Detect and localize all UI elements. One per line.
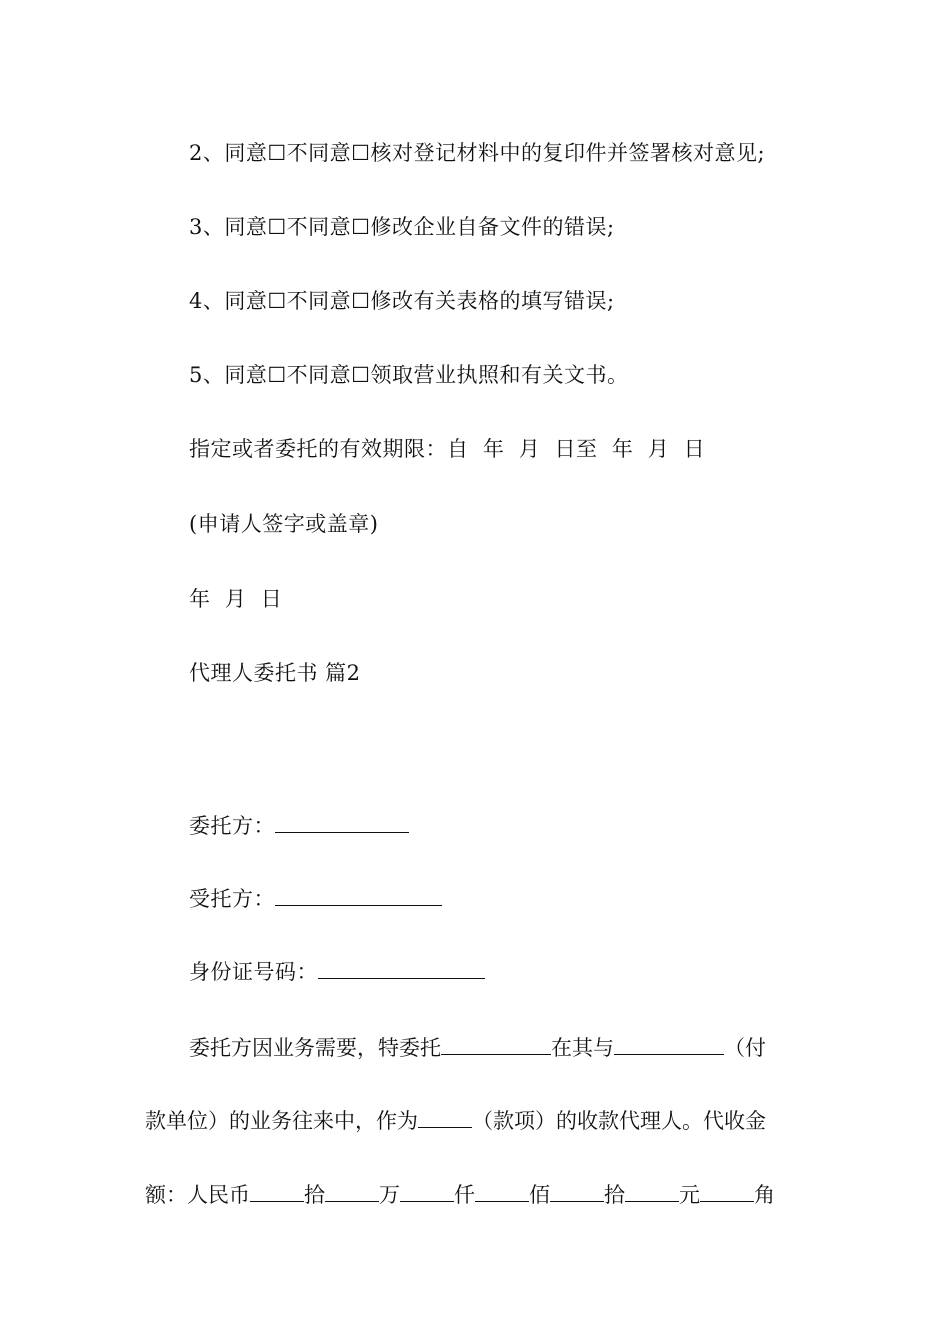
consent-item-3: 3、同意☐不同意☐修改企业自备文件的错误; (189, 215, 615, 239)
date-line: 年 月 日 (189, 587, 283, 611)
amount-unit: 万 (379, 1183, 400, 1207)
amount-unit: 拾 (304, 1183, 325, 1207)
amount-unit: 仟 (454, 1183, 475, 1207)
payment-item-blank[interactable] (418, 1109, 472, 1128)
para-line-2 (145, 1106, 766, 1136)
amount-lead: 额：人民币 (145, 1183, 250, 1207)
agent-blank[interactable] (275, 887, 442, 906)
principal-blank[interactable] (275, 814, 409, 833)
agent-label: 受托方： (189, 887, 275, 911)
agent-name-blank[interactable] (441, 1036, 551, 1055)
consent-item-2: 2、同意☐不同意☐核对登记材料中的复印件并签署核对意见; (189, 141, 766, 165)
amount-unit: 元 (679, 1183, 700, 1207)
amount-blank[interactable] (625, 1183, 679, 1202)
amount-blank[interactable] (475, 1183, 529, 1202)
id-number-label: 身份证号码： (189, 960, 318, 984)
id-number-blank[interactable] (318, 960, 485, 979)
para-text: 在其与 (551, 1036, 614, 1060)
signature-note: (申请人签字或盖章) (189, 512, 379, 536)
validity-period: 指定或者委托的有效期限：自 年 月 日至 年 月 日 (189, 437, 706, 461)
amount-blank[interactable] (250, 1183, 304, 1202)
para-text: 款单位）的业务往来中，作为 (145, 1109, 418, 1133)
amount-unit: 拾 (604, 1183, 625, 1207)
amount-blank[interactable] (700, 1183, 754, 1202)
amount-unit: 角 (754, 1183, 775, 1207)
amount-blank[interactable] (400, 1183, 454, 1202)
agent-line (189, 884, 442, 914)
consent-item-5: 5、同意☐不同意☐领取营业执照和有关文书。 (189, 363, 629, 387)
consent-item-4: 4、同意☐不同意☐修改有关表格的填写错误; (189, 289, 615, 313)
para-text: （款项）的收款代理人。代收金 (472, 1109, 766, 1133)
amount-blank[interactable] (325, 1183, 379, 1202)
id-number-line (189, 957, 485, 987)
payer-blank[interactable] (614, 1036, 724, 1055)
principal-label: 委托方： (189, 814, 275, 838)
para-line-3 (145, 1180, 775, 1210)
para-text: （付 (724, 1036, 766, 1060)
principal-line (189, 811, 409, 841)
section-title: 代理人委托书 篇2 (189, 661, 361, 685)
amount-unit: 佰 (529, 1183, 550, 1207)
para-line-1 (189, 1033, 766, 1063)
para-text: 委托方因业务需要，特委托 (189, 1036, 441, 1060)
amount-blank[interactable] (550, 1183, 604, 1202)
